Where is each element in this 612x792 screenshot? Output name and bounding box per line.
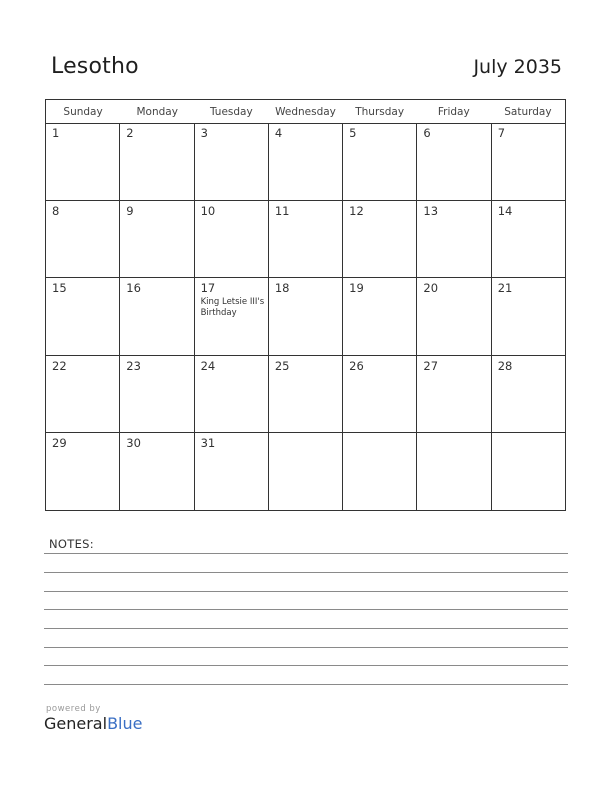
note-line [44,684,568,685]
day-cell [195,201,269,278]
day-cell [343,201,417,278]
day-cell [269,201,343,278]
week-row [46,123,565,201]
day-number: 17 [200,281,216,296]
holiday-label: King Letsie III's Birthday [200,297,265,319]
day-number: 30 [126,436,141,451]
day-number: 21 [497,281,513,296]
day-cell [492,123,565,200]
day-cell [46,356,120,433]
weekday-tuesday: Tuesday [209,106,253,118]
day-cell [417,278,491,355]
day-cell [343,356,417,433]
day-cell [195,433,269,511]
day-number: 11 [274,203,290,218]
day-number: 10 [200,203,216,218]
generalblue-logo [44,704,142,733]
week-row [46,433,565,511]
day-cell [120,356,194,433]
day-number: 8 [52,203,60,218]
day-number: 7 [497,126,506,140]
day-cell [417,433,491,511]
calendar-grid [45,99,566,511]
day-cell [269,278,343,355]
day-number: 26 [349,358,364,373]
day-cell [46,433,120,511]
day-cell [417,201,491,278]
day-cell [492,433,565,511]
brand-general-text: General [44,714,108,733]
day-cell [492,356,565,433]
day-number: 5 [349,126,357,140]
day-cell [492,201,565,278]
note-line [44,665,568,666]
day-cell [120,201,194,278]
day-cell [46,201,120,278]
day-cell [46,278,120,355]
weekday-sunday: Sunday [63,106,103,118]
day-number: 18 [274,281,290,296]
day-cell [120,278,194,355]
day-cell [269,123,343,200]
day-cell [269,433,343,511]
weekday-saturday: Saturday [504,106,552,118]
day-cell [120,433,194,511]
note-line [44,647,568,648]
day-cell [343,123,417,200]
day-cell [417,123,491,200]
day-number: 3 [200,126,208,140]
day-cell [120,123,194,200]
day-number: 28 [497,358,513,373]
note-line [44,628,568,629]
day-number: 22 [52,358,67,373]
note-line [44,553,568,554]
day-number: 25 [274,358,290,373]
note-line [44,572,568,573]
day-cell [417,356,491,433]
weekday-header-row [46,100,565,124]
day-number: 12 [349,203,364,218]
notes-label: NOTES: [49,537,94,551]
country-title: Lesotho [51,54,139,79]
day-cell-holiday [195,278,269,355]
brand-blue-text: Blue [107,714,143,733]
day-cell [343,278,417,355]
powered-by-text: powered by [46,704,101,714]
day-number: 13 [423,203,439,218]
week-row [46,201,565,279]
day-number: 6 [423,126,431,140]
day-number: 4 [274,126,283,140]
weekday-friday: Friday [437,106,470,118]
weekday-wednesday: Wednesday [275,106,336,118]
day-number: 20 [423,281,439,296]
day-cell [195,123,269,200]
week-row [46,356,565,434]
day-cell [195,356,269,433]
day-number: 15 [52,281,67,296]
day-number: 2 [126,126,134,140]
day-cell [46,123,120,200]
day-cell [269,356,343,433]
note-line [44,609,568,610]
day-number: 14 [497,203,513,218]
weekday-thursday: Thursday [355,106,405,118]
day-number: 9 [126,203,134,218]
day-number: 1 [52,126,60,140]
day-number: 27 [423,358,439,373]
weekday-monday: Monday [136,106,178,118]
brand-name [44,714,142,733]
day-number: 19 [349,281,364,296]
day-number: 16 [126,281,141,296]
day-cell [343,433,417,511]
day-number: 24 [200,358,216,373]
note-line [44,591,568,592]
day-cell [492,278,565,355]
week-row [46,278,565,356]
day-number: 31 [200,436,216,451]
month-title: July 2035 [473,56,562,78]
day-number: 23 [126,358,141,373]
day-number: 29 [52,436,67,451]
calendar-weeks [46,123,565,511]
